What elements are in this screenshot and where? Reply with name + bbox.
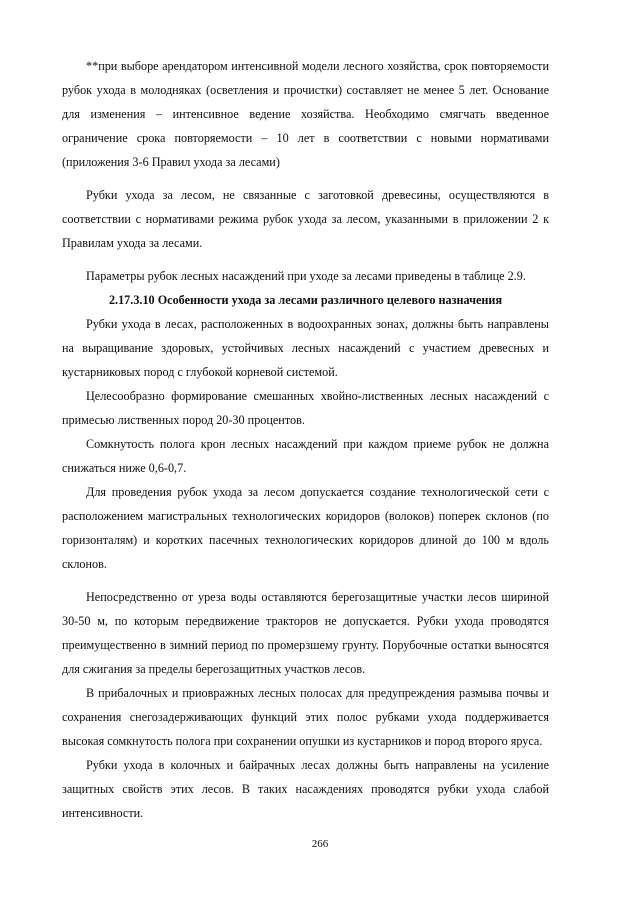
section-heading: 2.17.3.10 Особенности ухода за лесами различного целевого назначения bbox=[108, 293, 503, 307]
body-paragraph: Рубки ухода за лесом, не связанные с заготовкой древесины, осуществляются в соответствии с нормативами режима рубок ухода за лесом, указанными в приложении 2 к Правилам ухода за лесами. bbox=[62, 188, 549, 250]
body-paragraph: В прибалочных и приовражных лесных полосах для предупреждения размыва почвы и сохранения снегозадерживающих функций этих полос рубками ухода поддерживается высокая сомкнутость полога при сохранении опушки из кустарников и пород второго яруса. bbox=[62, 686, 549, 748]
body-paragraph: Параметры рубок лесных насаждений при уходе за лесами приведены в таблице 2.9. bbox=[86, 269, 526, 283]
body-paragraph: Рубки ухода в колочных и байрачных лесах должны быть направлены на усиление защитных свойств этих лесов. В таких насаждениях проводятся рубки ухода слабой интенсивности. bbox=[62, 758, 549, 820]
body-paragraph: Целесообразно формирование смешанных хвойно-лиственных лесных насаждений с примесью лиственных пород 20-30 процентов. bbox=[62, 389, 549, 427]
footnote-paragraph: **при выборе арендатором интенсивной модели лесного хозяйства, срок повторяемости рубок ухода в молодняках (осветления и прочистки) составляет не менее 5 лет. Основание для изменения – интенсивное ведение хозяйства. Необходимо смягчать введенное ограничение срока повторяемости – 10 лет в соответствии с новыми нормативами (приложения 3-6 Правил ухода за лесами) bbox=[62, 59, 549, 169]
body-paragraph: Рубки ухода в лесах, расположенных в водоохранных зонах, должны быть направлены на выращивание здоровых, устойчивых лесных насаждений с участием древесных и кустарниковых пород с глубокой корневой системой. bbox=[62, 317, 549, 379]
page-number: 266 bbox=[311, 838, 329, 850]
body-paragraph: Для проведения рубок ухода за лесом допускается создание технологической сети с расположением магистральных технологических коридоров (волоков) поперек склонов (по горизонталям) и коротких пасечных технологических коридоров длиной до 100 м вдоль склонов. bbox=[62, 485, 549, 571]
document-page bbox=[62, 54, 549, 825]
body-paragraph: Сомкнутость полога крон лесных насаждений при каждом приеме рубок не должна снижаться ниже 0,6-0,7. bbox=[62, 437, 549, 475]
body-paragraph: Непосредственно от уреза воды оставляются берегозащитные участки лесов шириной 30-50 м, по которым передвижение тракторов не допускается. Рубки ухода проводятся преимущественно в зимний период по промерзшему грунту. Порубочные остатки выносятся для сжигания за пределы берегозащитных участков лесов. bbox=[62, 590, 549, 676]
